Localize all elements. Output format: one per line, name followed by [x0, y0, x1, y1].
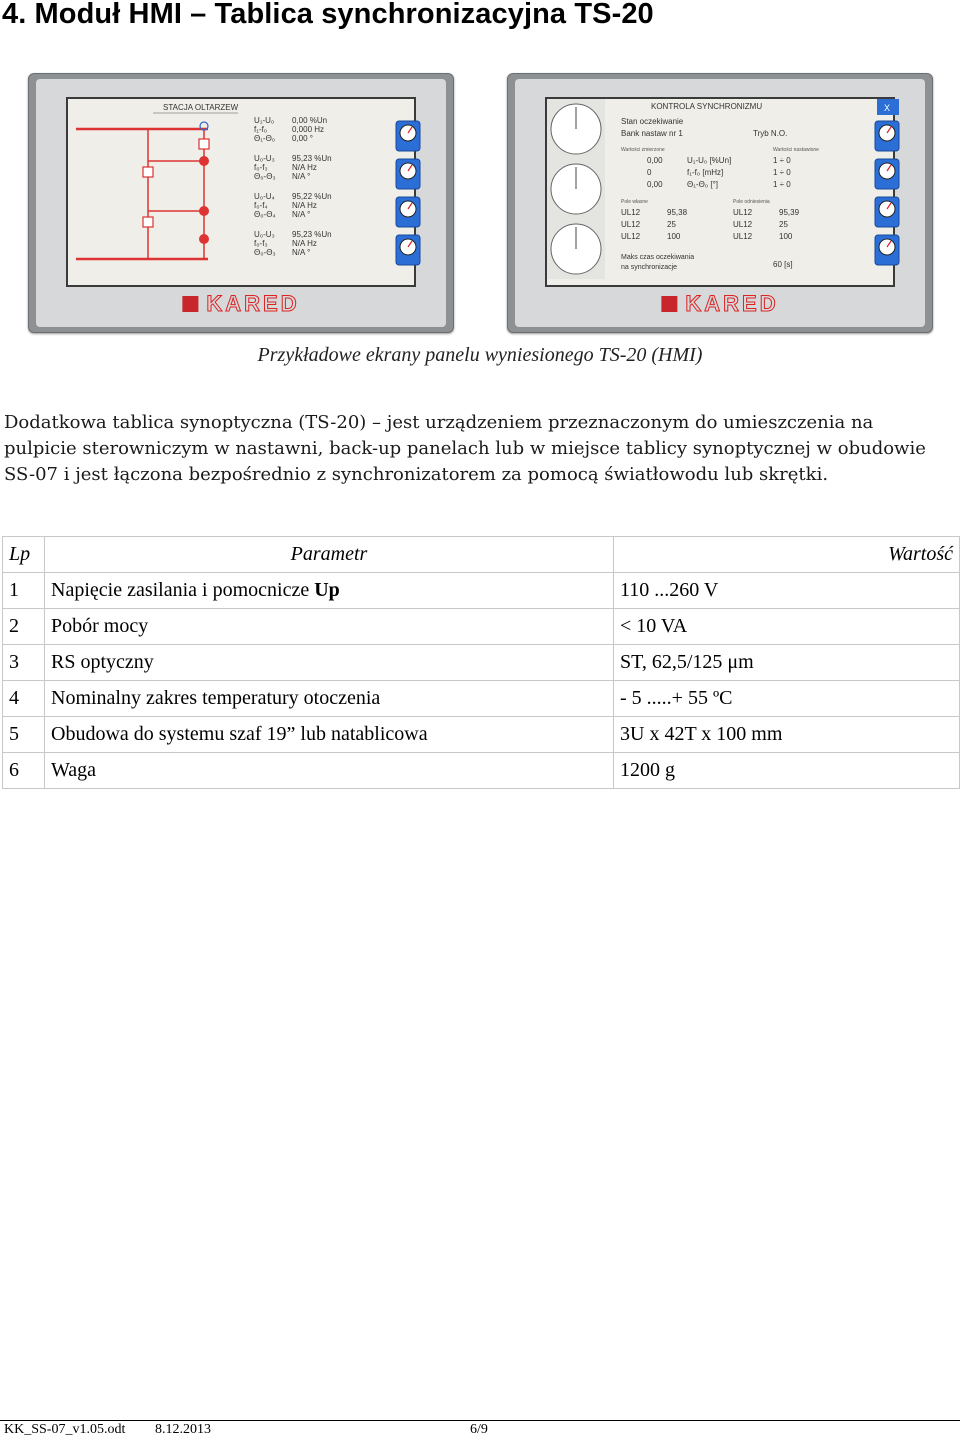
gauge-button[interactable]	[396, 121, 420, 151]
hmi-panel-station	[28, 73, 454, 333]
svg-text:Θ₁-Θ₀: Θ₁-Θ₀	[254, 134, 276, 143]
cell-value: 1200 g	[614, 753, 960, 789]
gauge-button[interactable]	[396, 159, 420, 189]
cell-value: 110 ...260 V	[614, 573, 960, 609]
svg-text:100: 100	[779, 232, 793, 241]
table-row	[3, 573, 960, 609]
brand-logo	[182, 291, 299, 317]
readout-block	[254, 116, 332, 257]
cell-parameter: Nominalny zakres temperatury otoczenia	[45, 681, 614, 717]
bank-label: Bank nastaw nr 1	[621, 129, 683, 138]
voltage-table	[621, 208, 800, 241]
cell-parameter: Waga	[45, 753, 614, 789]
svg-text:N/A °: N/A °	[292, 172, 311, 181]
panel-frame	[36, 79, 446, 327]
cell-value: < 10 VA	[614, 609, 960, 645]
svg-text:Θ₀-Θ₃: Θ₀-Θ₃	[254, 248, 276, 257]
cell-lp: 6	[3, 753, 45, 789]
svg-text:25: 25	[779, 220, 788, 229]
cell-lp: 2	[3, 609, 45, 645]
node-indicator	[199, 234, 209, 244]
mode-label: Tryb N.O.	[753, 129, 788, 138]
cell-value: 3U x 42T x 100 mm	[614, 717, 960, 753]
gauge-button[interactable]	[875, 197, 899, 227]
table-row	[3, 609, 960, 645]
cell-parameter: RS optyczny	[45, 645, 614, 681]
svg-text:25: 25	[667, 220, 676, 229]
phase-dial	[551, 104, 601, 154]
screen-title: STACJA OLTARZEW	[163, 103, 239, 112]
header-lp: Lp	[3, 537, 45, 573]
svg-text:Θ₀-Θ₄: Θ₀-Θ₄	[254, 210, 276, 219]
svg-text:f₁-f₀: f₁-f₀	[254, 125, 268, 134]
header-parameter: Parametr	[45, 537, 614, 573]
svg-text:0,00: 0,00	[647, 180, 663, 189]
svg-text:f₁-f₀ [mHz]: f₁-f₀ [mHz]	[687, 168, 724, 177]
svg-text:Θ₀-Θ₃: Θ₀-Θ₃	[254, 172, 276, 181]
svg-text:95,39: 95,39	[779, 208, 800, 217]
cell-value: - 5 .....+ 55 ºC	[614, 681, 960, 717]
svg-text:U₀-U₄: U₀-U₄	[254, 192, 275, 201]
gauge-button[interactable]	[875, 159, 899, 189]
figure-caption: Przykładowe ekrany panelu wyniesionego TS-20 (HMI)	[257, 344, 703, 366]
measurement-table	[647, 156, 791, 189]
node-indicator	[199, 156, 209, 166]
svg-text:1 ÷ 0: 1 ÷ 0	[773, 156, 791, 165]
header-value: Wartość	[614, 537, 960, 573]
svg-text:U₀-U₃: U₀-U₃	[254, 154, 275, 163]
svg-text:1 ÷ 0: 1 ÷ 0	[773, 180, 791, 189]
cell-parameter: Napięcie zasilania i pomocnicze Up	[45, 573, 614, 609]
table-header-row	[3, 537, 960, 573]
svg-text:UL12: UL12	[621, 208, 641, 217]
phase-dial	[551, 224, 601, 274]
station-mimic-diagram	[68, 99, 424, 279]
table-row	[3, 753, 960, 789]
svg-text:Maks czas oczekiwania: Maks czas oczekiwania	[621, 254, 695, 261]
svg-text:0: 0	[647, 168, 652, 177]
section-heading: 4. Moduł HMI – Tablica synchronizacyjna TS-20	[2, 0, 654, 30]
svg-text:UL12: UL12	[733, 232, 753, 241]
cell-lp: 1	[3, 573, 45, 609]
footer-rule	[0, 1420, 960, 1421]
svg-text:1 ÷ 0: 1 ÷ 0	[773, 168, 791, 177]
cell-lp: 5	[3, 717, 45, 753]
logo-mark-icon	[182, 296, 198, 312]
footer-document-name: KK_SS-07_v1.05.odt	[4, 1422, 126, 1437]
node-indicator	[199, 206, 209, 216]
logo-text: KARED	[206, 291, 300, 316]
phase-dial	[551, 164, 601, 214]
table-row	[3, 717, 960, 753]
spec-table	[2, 536, 960, 789]
cell-parameter: Pobór mocy	[45, 609, 614, 645]
panel-screen	[66, 97, 416, 287]
gauge-button[interactable]	[875, 121, 899, 151]
svg-text:Wartości zmierzone: Wartości zmierzone	[621, 147, 665, 153]
footer-date: 8.12.2013	[155, 1422, 211, 1437]
svg-text:UL12: UL12	[733, 208, 753, 217]
svg-text:N/A °: N/A °	[292, 210, 311, 219]
svg-text:f₀-f₄: f₀-f₄	[254, 201, 268, 210]
svg-text:f₀-f₃: f₀-f₃	[254, 239, 268, 248]
svg-text:Pole odniesienia: Pole odniesienia	[733, 199, 770, 205]
svg-text:UL12: UL12	[733, 220, 753, 229]
svg-text:Wartości nastawione: Wartości nastawione	[773, 147, 819, 153]
svg-text:N/A Hz: N/A Hz	[292, 239, 317, 248]
table-row	[3, 645, 960, 681]
synchro-screen	[547, 99, 903, 279]
svg-text:U₁-U₀: U₁-U₀	[254, 116, 275, 125]
cell-value: ST, 62,5/125 μm	[614, 645, 960, 681]
cell-lp: 3	[3, 645, 45, 681]
gauge-button[interactable]	[396, 197, 420, 227]
svg-text:U₀-U₃: U₀-U₃	[254, 230, 275, 239]
breaker-icon	[199, 139, 209, 149]
svg-text:UL12: UL12	[621, 220, 641, 229]
gauge-button[interactable]	[396, 235, 420, 265]
svg-text:95,23 %Un: 95,23 %Un	[292, 230, 332, 239]
svg-text:N/A Hz: N/A Hz	[292, 163, 317, 172]
svg-text:95,23 %Un: 95,23 %Un	[292, 154, 332, 163]
svg-text:0,000 Hz: 0,000 Hz	[292, 125, 325, 134]
svg-text:Pole własne: Pole własne	[621, 199, 648, 205]
svg-text:0,00: 0,00	[647, 156, 663, 165]
logo-mark-icon	[661, 296, 677, 312]
footer-page-number: 6/9	[470, 1422, 488, 1437]
svg-text:0,00 %Un: 0,00 %Un	[292, 116, 328, 125]
panel-frame	[515, 79, 925, 327]
cell-lp: 4	[3, 681, 45, 717]
screen-title: KONTROLA SYNCHRONIZMU	[651, 102, 763, 111]
svg-text:Θ₁-Θ₀ [°]: Θ₁-Θ₀ [°]	[687, 180, 718, 189]
svg-text:100: 100	[667, 232, 681, 241]
svg-text:95,38: 95,38	[667, 208, 688, 217]
svg-text:N/A Hz: N/A Hz	[292, 201, 317, 210]
svg-text:0,00 °: 0,00 °	[292, 134, 313, 143]
logo-text: KARED	[685, 291, 779, 316]
gauge-button[interactable]	[875, 235, 899, 265]
svg-text:f₀-f₃: f₀-f₃	[254, 163, 268, 172]
state-label: Stan oczekiwanie	[621, 117, 684, 126]
wait-value: 60 [s]	[773, 260, 793, 269]
svg-text:95,22 %Un: 95,22 %Un	[292, 192, 332, 201]
breaker-icon	[143, 217, 153, 227]
panel-screen	[545, 97, 895, 287]
description-paragraph: Dodatkowa tablica synoptyczna (TS-20) – jest urządzeniem przeznaczonym do umieszczenia na pulpicie sterowniczym w nastawni, back-up panelach lub w miejsce tablicy synoptycznej w obudowie SS-07 i jest łączona bezpośrednio z synchronizatorem za pomocą światłowodu lub skrętki.	[4, 412, 926, 485]
svg-text:N/A °: N/A °	[292, 248, 311, 257]
hmi-panel-synchro	[507, 73, 933, 333]
svg-text:UL12: UL12	[621, 232, 641, 241]
close-icon[interactable]: X	[884, 103, 891, 113]
breaker-icon	[143, 167, 153, 177]
svg-text:U₁-U₀ [%Un]: U₁-U₀ [%Un]	[687, 156, 732, 165]
brand-logo	[661, 291, 778, 317]
svg-text:na synchronizacje: na synchronizacje	[621, 264, 678, 271]
cell-parameter: Obudowa do systemu szaf 19” lub natablicowa	[45, 717, 614, 753]
table-row	[3, 681, 960, 717]
